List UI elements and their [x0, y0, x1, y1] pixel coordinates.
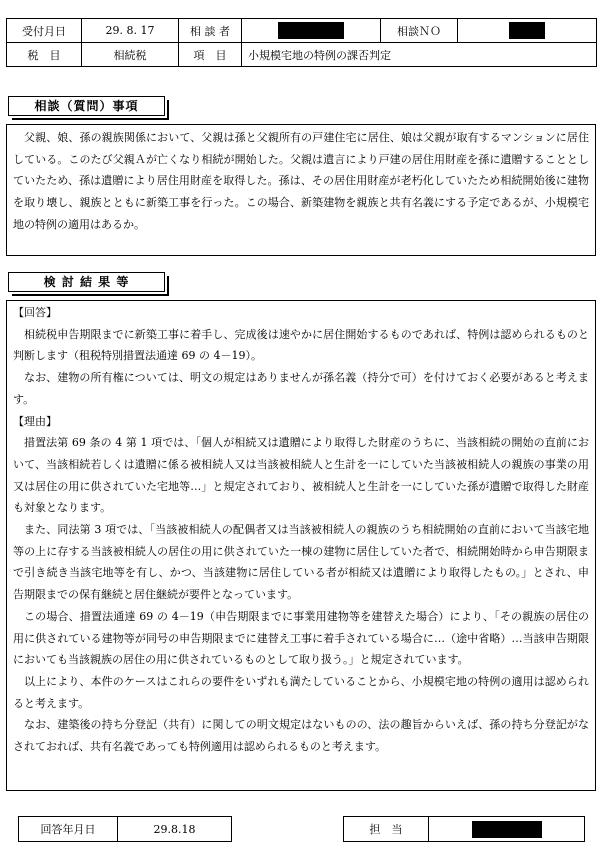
staff-redacted — [429, 817, 585, 842]
answer-date-value: 29.8.18 — [118, 817, 232, 842]
consult-no-label: 相談ＮＯ — [381, 19, 458, 43]
result-title: 検 討 結 果 等 — [8, 272, 165, 292]
reason-paragraph: 措置法第 69 条の 4 第 1 項では、「個人が相続又は遺贈により取得した財産のうちに、当該相続の開始の直前において、当該相続若しくは遺贈に係る被相続人又は当該被相続人と生計を一にしていた当該被相続人の親族の事業の用又は居住の用に供されていた宅地等…」と規定されており、被相続人と生計を一にしていた孫が遺贈で取得した財産も対象となります。 — [13, 436, 589, 515]
reason-label: 【理由】 — [13, 414, 57, 428]
question-box — [6, 124, 596, 256]
received-label: 受付月日 — [7, 19, 82, 43]
header-table — [6, 18, 597, 67]
answer-paragraph: 相続税申告期限までに新築工事に着手し、完成後は速やかに居住開始するものであれば、特例は認められるものと判断します（租税特別措置法通達 69 の 4－19）。 — [13, 327, 589, 363]
staff-table — [343, 816, 585, 842]
answer-date-table — [18, 816, 232, 842]
redaction-box — [472, 821, 542, 838]
question-text: 父親、娘、孫の親族関係において、父親は孫と父親所有の戸建住宅に居住、娘は父親が取有するマンションに居住している。このたび父親Ａが亡くなり相続が開始した。父親は遺言により戸建の居住用財産を孫に遺贈することとしていたため、孫は遺贈により居住用財産を取得した。孫は、その居住用財産が老朽化していたため相続開始後に建物を取り壊し、親族とともに新築工事を行った。この場合、新築建物を親族と共有名義にする予定であるが、小規模宅地の特例の適用はあるか。 — [13, 131, 589, 231]
tax-value: 相続税 — [82, 43, 179, 67]
consult-no-redacted — [458, 19, 597, 43]
answer-date-label: 回答年月日 — [19, 817, 118, 842]
reason-paragraph: また、同法第 3 項では、「当該被相続人の配偶者又は当該被相続人の親族のうち相続開始の直前において当該宅地等の上に存する当該被相続人の居住の用に供されていた一棟の建物に居住していた者で、相続開始時から申告期限まで引き続き当該宅地等を有し、かつ、当該建物に居住している者が相続又は遺贈により取得したもの。」とされ、申告期限までの保有継続と居住継続が要件となっています。 — [13, 523, 589, 602]
staff-label: 担 当 — [344, 817, 429, 842]
redaction-box — [278, 22, 344, 39]
reason-paragraph: この場合、措置法通達 69 の 4－19（申告期限までに事業用建物等を建替えた場合）により、「その親族の居住の用に供されている建物等が同号の申告期限までに建替え工事に着手されている場合に…（途中省略）…当該申告期限においても当該親族の居住の用に供されているものとして取り扱う。」と規定されています。 — [13, 609, 589, 667]
reason-paragraph: 以上により、本件のケースはこれらの要件をいずれも満たしていることから、小規模宅地の特例の適用は認められると考えます。 — [13, 674, 589, 710]
result-box — [6, 300, 596, 791]
item-label: 項 目 — [179, 43, 242, 67]
received-value: 29. 8. 17 — [82, 19, 179, 43]
tax-label: 税 目 — [7, 43, 82, 67]
answer-label: 【回答】 — [13, 306, 57, 319]
consultant-label: 相 談 者 — [179, 19, 242, 43]
item-value: 小規模宅地の特例の課否判定 — [242, 43, 597, 67]
answer-paragraph: なお、建物の所有権については、明文の規定はありませんが孫名義（持分で可）を付けておく必要があると考えます。 — [13, 371, 589, 406]
consultant-redacted — [242, 19, 381, 43]
redaction-box — [509, 22, 545, 39]
reason-paragraph: なお、建築後の持ち分登記（共有）に関しての明文規定はないものの、法の趣旨からいえば、孫の持ち分登記がなされておれば、共有名義であっても特例適用は認められるものと考えます。 — [13, 718, 589, 754]
question-title: 相談（質問）事項 — [8, 96, 165, 116]
